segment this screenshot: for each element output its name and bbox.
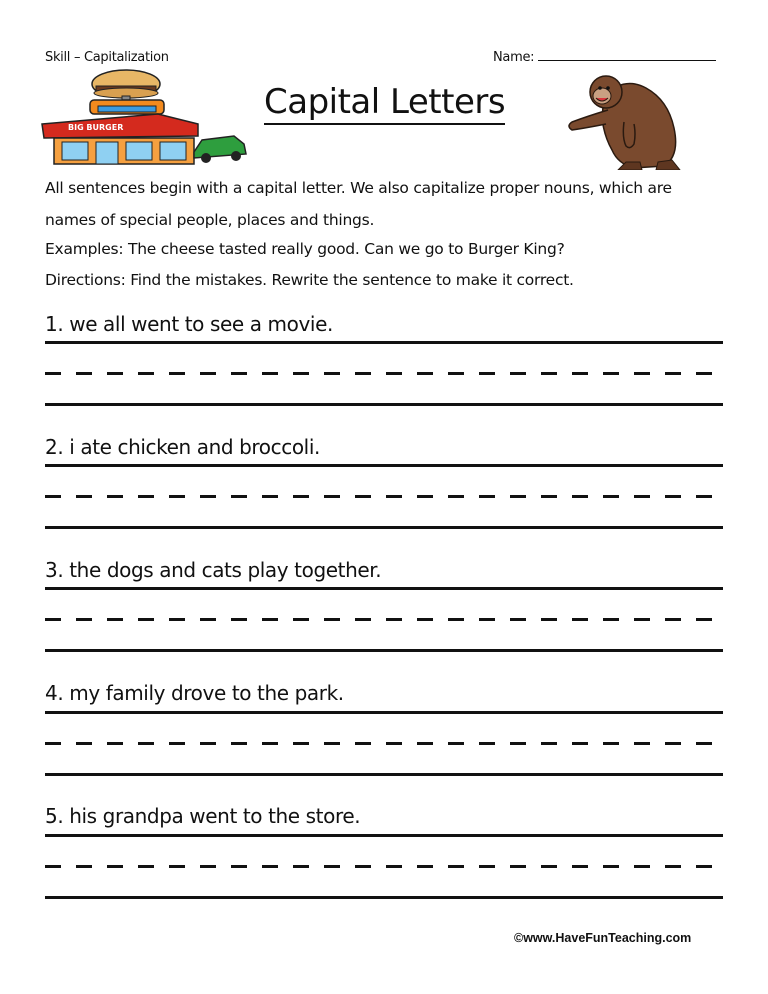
item-5-bottom-line[interactable] [45,896,723,899]
directions-text: Find the mistakes. Rewrite the sentence to make it correct. [130,271,574,289]
item-1-top-line[interactable] [45,341,723,344]
name-field[interactable] [493,50,716,65]
page-title: Capital Letters [264,82,505,125]
item-1-bottom-line[interactable] [45,403,723,406]
item-3-bottom-line[interactable] [45,649,723,652]
item-2-top-line[interactable] [45,464,723,467]
examples-text: The cheese tasted really good. Can we go to Burger King? [127,240,565,258]
restaurant-sign-text: BIG BURGER [68,123,124,132]
burger-restaurant-illustration [38,62,250,170]
item-5-sentence: 5. his grandpa went to the store. [45,804,361,828]
item-3-dashed-line[interactable] [45,618,723,621]
item-1-dashed-line[interactable] [45,372,723,375]
copyright-footer: ©www.HaveFunTeaching.com [514,931,692,945]
item-2-sentence: 2. i ate chicken and broccoli. [45,435,320,459]
item-2-dashed-line[interactable] [45,495,723,498]
item-5-dashed-line[interactable] [45,865,723,868]
item-1-sentence: 1. we all went to see a movie. [45,312,333,336]
item-4-top-line[interactable] [45,711,723,714]
item-5-top-line[interactable] [45,834,723,837]
item-3-sentence: 3. the dogs and cats play together. [45,558,382,582]
name-blank-line[interactable] [538,50,716,61]
gorilla-illustration [564,66,694,170]
intro-paragraph [45,172,745,236]
directions-label: Directions: [45,271,126,289]
item-4-bottom-line[interactable] [45,773,723,776]
intro-line-2: names of special people, places and things. [45,211,375,229]
item-4-dashed-line[interactable] [45,742,723,745]
examples-label: Examples: [45,240,124,258]
directions-line [45,271,574,289]
examples-line [45,240,565,258]
item-3-top-line[interactable] [45,587,723,590]
name-label: Name: [493,50,535,65]
intro-line-1: All sentences begin with a capital letter. We also capitalize proper nouns, which are [45,179,672,197]
skill-label: Skill – Capitalization [45,50,169,65]
item-4-sentence: 4. my family drove to the park. [45,681,344,705]
item-2-bottom-line[interactable] [45,526,723,529]
